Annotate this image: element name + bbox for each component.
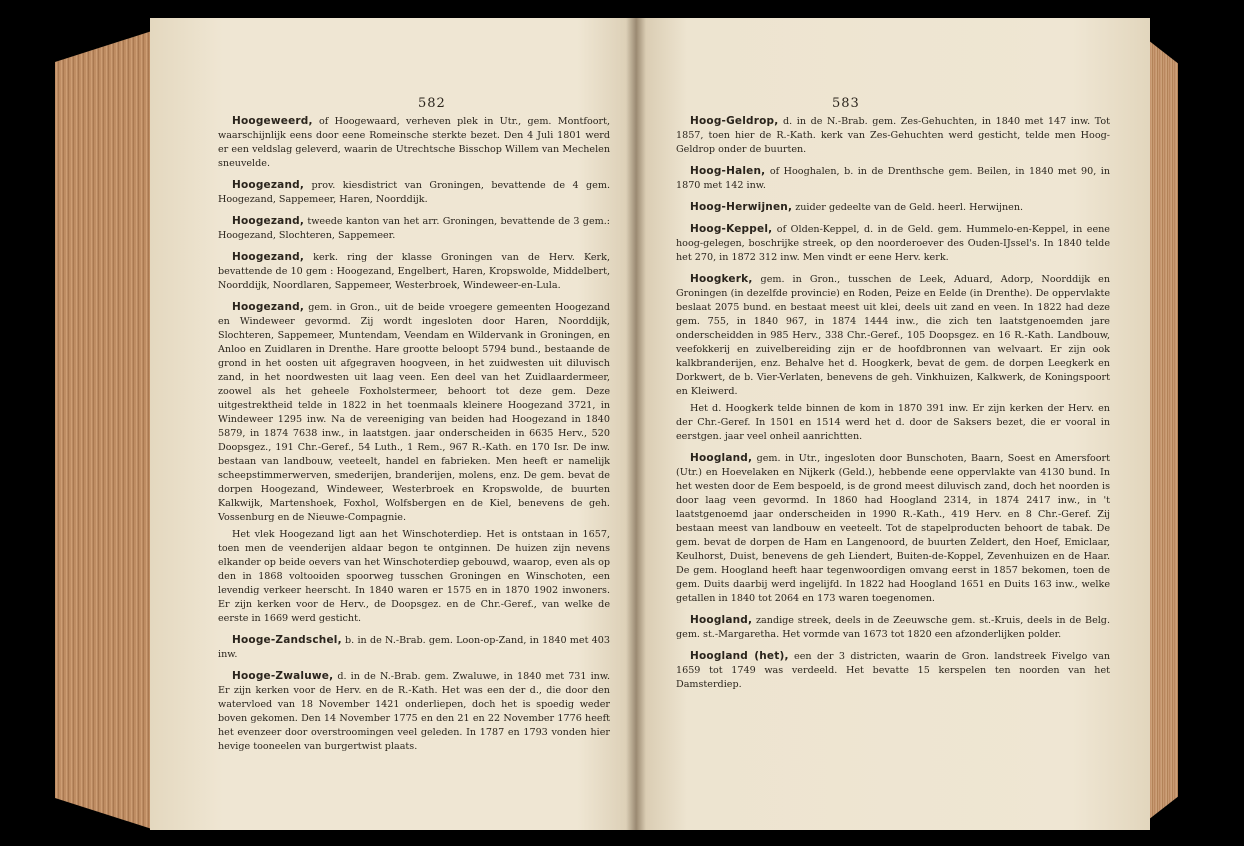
entry-list (676, 114, 1110, 692)
entry-text: een der 3 districten, waarin de Gron. landstreek Fivelgo van 1659 tot 1749 was verdeeld. Het bevatte 15 kerspelen ten noorden van het Damsterdiep. (676, 651, 1111, 690)
entry-headword: Hoogeweerd, (232, 115, 313, 127)
entry-text: kerk. ring der klasse Groningen van de Herv. Kerk, bevattende de 10 gem : Hoogezand, Engelbert, Haren, Kropswolde, Middelbert, Noorddijk, Noordlaren, Sappemeer, Westerbroek, Windeweer-en-Lula. (218, 252, 610, 291)
entry-headword: Hoog-Geldrop, (690, 115, 779, 127)
entry-text: of Hoogewaard, verheven plek in Utr., gem. Montfoort, waarschijnlijk eens door eene Romeinsche sterkte bezet. Den 4 Juli 1801 werd er een veldslag geleverd, waarin de Utrechtsche Bisschop Willem van Mechelen sneuvelde. (218, 116, 610, 169)
entry-headword: Hoog-Halen, (690, 165, 766, 177)
dictionary-entry (676, 649, 1110, 692)
page-edges-right (1148, 40, 1178, 820)
dictionary-entry (676, 200, 1110, 215)
entry-headword: Hooge-Zwaluwe, (232, 670, 334, 682)
dictionary-entry (218, 114, 610, 171)
entry-text: zandige streek, deels in de Zeeuwsche gem. st.-Kruis, deels in de Belg. gem. st.-Margaretha. Het vormde van 1673 tot 1820 een afzonderlijken polder. (676, 615, 1110, 640)
entry-text: d. in de N.-Brab. gem. Zes-Gehuchten, in 1840 met 147 inw. Tot 1857, toen hier de R.-Kath. kerk van Zes-Gehuchten werd gesticht, telde men Hoog-Geldrop onder de buurten. (676, 116, 1110, 155)
entry-headword: Hoogezand, (232, 215, 305, 227)
entry-text: tweede kanton van het arr. Groningen, bevattende de 3 gem.: Hoogezand, Slochteren, Sappemeer. (218, 216, 610, 241)
entry-headword: Hooge-Zandschel, (232, 634, 342, 646)
dictionary-entry (218, 633, 610, 662)
dictionary-entry (218, 528, 610, 626)
dictionary-entry (676, 272, 1110, 399)
entry-text: gem. in Gron., tusschen de Leek, Aduard, Adorp, Noorddijk en Groningen (in dezelfde provincie) en Roden, Peize en Eelde (in Drenthe). De oppervlakte beslaat 2075 bund. en bestaat meest uit klei, deels uit zand en veen. In 1822 had deze gem. 755, in 1840 967, in 1874 1444 inw., die zich ten laatstgenoemden jare onderscheidden in 985 Herv., 338 Chr.-Geref., 105 Doopsgez. en 16 R.-Kath. Landbouw, veefokkerij en zuivelbereiding zijn er de hoofdbronnen van welvaart. Er zijn ook kalkbranderijen, enz. Behalve het d. Hoogkerk, bevat de gem. de dorpen Leegkerk en Dorkwert, de b. Vier-Verlaten, benevens de geh. Vinkhuizen, Kalkwerk, de Koningspoort en Kleiwerd. (676, 274, 1110, 397)
left-page (150, 18, 636, 830)
entry-text: Het d. Hoogkerk telde binnen de kom in 1870 391 inw. Er zijn kerken der Herv. en der Chr.-Geref. In 1501 en 1514 werd het d. door de Saksers bezet, die er vooral in eerstgen. jaar veel onheil aanrichtten. (676, 403, 1110, 442)
entry-text: zuider gedeelte van de Geld. heerl. Herwijnen. (792, 202, 1024, 213)
dictionary-entry (218, 300, 610, 525)
entry-text: gem. in Utr., ingesloten door Bunschoten, Baarn, Soest en Amersfoort (Utr.) en Hoevelaken en Nijkerk (Geld.), hebbende eene oppervlakte van 4130 bund. In het westen door de Eem bespoeld, is de grond meest diluvisch zand, doch het noorden is door laag veen gevormd. In 1860 had Hoogland 2314, in 1874 2417 inw., in 't laatstgenoemd jaar onderscheiden in 1990 R.-Kath., 419 Herv. en 8 Chr.-Geref. Zij bestaan meest van landbouw en veeteelt. Tot de stapelproducten behoort de tabak. De gem. bevat de dorpen de Ham en Langenoord, de buurten Zeldert, den Hoef, Emiclaar, Keulhorst, Duist, benevens de geh Liendert, Buiten-de-Koppel, Zevenhuizen en de Haar. De gem. Hoogland heeft haar tegenwoordigen omvang eerst in 1857 bekomen, toen de gem. Duits daarbij werd ingelijfd. In 1822 had Hoogland 1651 en Duits 163 inw., welke getallen in 1840 tot 2064 en 173 waren toegenomen. (676, 453, 1110, 604)
dictionary-entry (676, 613, 1110, 642)
entry-headword: Hoogkerk, (690, 273, 753, 285)
entry-headword: Hoogezand, (232, 179, 305, 191)
entry-text: gem. in Gron., uit de beide vroegere gemeenten Hoogezand en Windeweer gevormd. Zij wordt ingesloten door Haren, Noorddijk, Slochteren, Sappemeer, Muntendam, Veendam en Wildervank in Groningen, en Anloo en Zuidlaren in Drenthe. Hare grootte beloopt 5794 bund., bestaande de grond in het oosten uit afgegraven hoogveen, in het zuidwesten uit diluvisch zand, in het noordwesten uit laag veen. Een deel van het Zuidlaardermeer, zoowel als het geheele Foxholstermeer, behoort tot deze gem. Deze uitgestrektheid telde in 1822 in het toenmaals kleinere Hoogezand 3721, in Windeweer 1295 inw. Na de vereeniging van beiden had Hoogezand in 1840 5879, in 1874 7638 inw., in laatstgen. jaar onderscheiden in 6635 Herv., 520 Doopsgez., 191 Chr.-Geref., 54 Luth., 1 Rem., 967 R.-Kath. en 170 Isr. De inw. bestaan van landbouw, veeteelt, handel en fabrieken. Men heeft er namelijk scheepstimmerwerven, smederijen, branderijen, molens, enz. De gem. bevat de dorpen Hoogezand, Windeweer, Westerbroek en Kropswolde, de buurten Kalkwijk, Martenshoek, Foxhol, Wolfsbergen en de Kiel, benevens de geh. Vossenburg en de Nieuwe-Compagnie. (218, 302, 610, 523)
entry-headword: Hoogezand, (232, 251, 305, 263)
dictionary-entry (676, 402, 1110, 444)
entry-headword: Hoog-Keppel, (690, 223, 773, 235)
entry-text: b. in de N.-Brab. gem. Loon-op-Zand, in 1840 met 403 inw. (218, 635, 610, 660)
dictionary-entry (676, 451, 1110, 606)
entry-list (218, 114, 610, 754)
entry-text: d. in de N.-Brab. gem. Zwaluwe, in 1840 met 731 inw. Er zijn kerken voor de Herv. en de R.-Kath. Het was een der d., die door den watervloed van 18 November 1421 onderliepen, doch het is spoedig weder boven gekomen. Den 14 November 1775 en den 21 en 22 November 1776 heeft het evenzeer door overstroomingen veel geleden. In 1787 en 1793 vonden hier hevige tooneelen van burgertwist plaats. (218, 671, 610, 752)
page-number: 583 (832, 96, 860, 111)
dictionary-entry (218, 250, 610, 293)
entry-text: Het vlek Hoogezand ligt aan het Winschoterdiep. Het is ontstaan in 1657, toen men de veenderijen aldaar begon te ontginnen. De huizen zijn nevens elkander op beide oevers van het Winschoterdiep gebouwd, waarop, even als op den in 1868 voltooiden spoorweg tusschen Groningen en Winschoten, een levendig verkeer heerscht. In 1840 waren er 1575 en in 1870 1902 inwoners. Er zijn kerken voor de Herv., de Doopsgez. en de Chr.-Geref., van welke de eerste in 1669 werd gesticht. (218, 529, 610, 624)
entry-headword: Hoog-Herwijnen, (690, 201, 793, 213)
dictionary-entry (218, 214, 610, 243)
right-page (636, 18, 1150, 830)
entry-headword: Hoogezand, (232, 301, 305, 313)
entry-text: prov. kiesdistrict van Groningen, bevattende de 4 gem. Hoogezand, Sappemeer, Haren, Noorddijk. (218, 180, 610, 205)
entry-text: of Hooghalen, b. in de Drenthsche gem. Beilen, in 1840 met 90, in 1870 met 142 inw. (676, 166, 1110, 191)
page-number: 582 (418, 96, 446, 111)
dictionary-entry (218, 178, 610, 207)
entry-text: of Olden-Keppel, d. in de Geld. gem. Hummelo-en-Keppel, in eene hoog-gelegen, boschrijke streek, op den noorderoever des Ouden-IJssel's. In 1840 telde het 270, in 1872 312 inw. Men vindt er eene Herv. kerk. (676, 224, 1110, 263)
entry-headword: Hoogland (het), (690, 650, 789, 662)
dictionary-entry (218, 669, 610, 754)
page-edges-left (55, 30, 155, 830)
dictionary-entry (676, 222, 1110, 265)
dictionary-entry (676, 114, 1110, 157)
entry-headword: Hoogland, (690, 452, 753, 464)
entry-headword: Hoogland, (690, 614, 753, 626)
book-gutter (626, 18, 646, 830)
dictionary-entry (676, 164, 1110, 193)
